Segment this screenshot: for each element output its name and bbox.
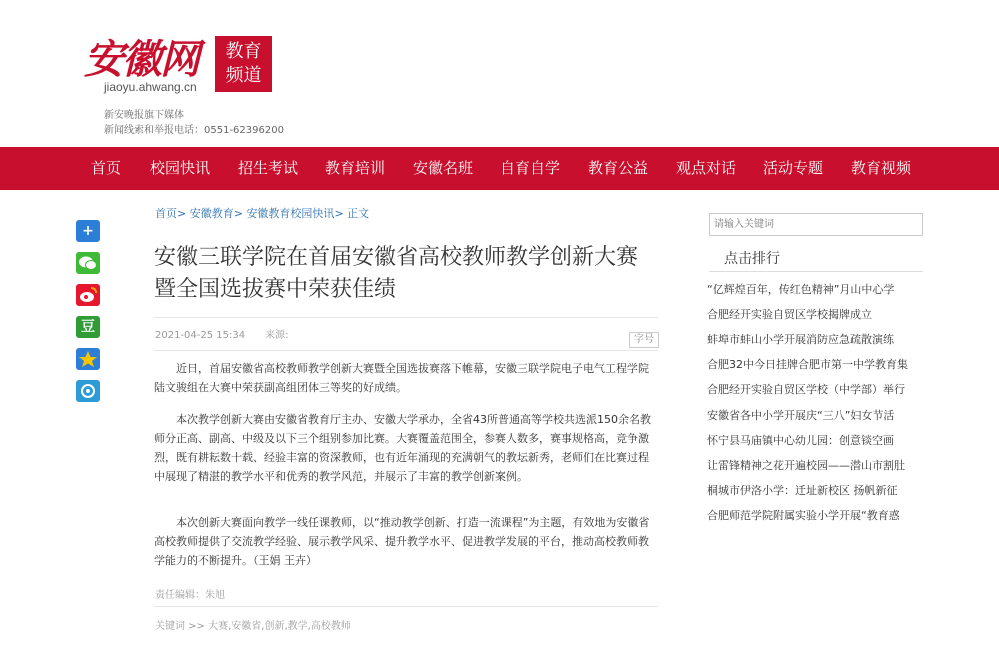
rank-item[interactable]: 合肥经开实验自贸区学校（中学部）举行	[707, 383, 905, 396]
main-nav	[0, 147, 999, 190]
article-source-label: 来源:	[265, 330, 289, 341]
responsible-editor: 责任编辑：朱旭	[155, 590, 225, 601]
search-input[interactable]	[709, 213, 923, 236]
plus-icon[interactable]: +	[76, 220, 100, 242]
breadcrumb-sep: >	[177, 207, 190, 220]
nav-charity[interactable]: 教育公益	[588, 159, 649, 177]
breadcrumb-current[interactable]: 正文	[347, 207, 370, 220]
douban-icon[interactable]: 豆	[76, 316, 100, 338]
rank-item[interactable]: 怀宁县马庙镇中心幼儿园：创意锬空画	[707, 434, 894, 447]
rank-item[interactable]: 安徽省各中小学开展庆“三八”妇女节活	[707, 409, 895, 422]
article-paragraph: 本次教学创新大赛由安徽省教育厅主办、安徽大学承办，全省43所普通高等学校共选派150余名教师分正高、副高、中级及以下三个组别参加比赛。大赛覆盖范围全，参赛人数多，赛事规格高，竞争激烈，既有耕耘数十载、经验丰富的资深教师，也有近年涌现的充满朝气的教坛新秀，老师们在比赛过程中展现了精湛的教学水平和优秀的教学风范，并展示了丰富的教学创新案例。	[154, 413, 651, 483]
divider	[154, 606, 658, 607]
breadcrumb-campus-news[interactable]: 安徽教育校园快讯	[246, 207, 335, 220]
wechat-icon[interactable]	[76, 252, 100, 274]
nav-campus-news[interactable]: 校园快讯	[150, 159, 211, 177]
qzone-icon[interactable]	[76, 348, 100, 370]
nav-training[interactable]: 教育培训	[325, 159, 386, 177]
nav-self-study[interactable]: 自育自学	[500, 159, 561, 177]
rank-item[interactable]: 桐城市伊洛小学：迁址新校区 扬帆新征	[707, 484, 898, 497]
channel-badge[interactable]	[215, 36, 272, 92]
nav-famous-class[interactable]: 安徽名班	[413, 159, 474, 177]
site-logo[interactable]: 安徽网	[84, 36, 198, 83]
nav-admissions[interactable]: 招生考试	[238, 159, 299, 177]
breadcrumb-sep: >	[233, 207, 247, 220]
nav-home[interactable]: 首页	[91, 159, 122, 177]
rank-item[interactable]: 让雷锋精神之花开遍校园——潜山市割肚	[707, 459, 905, 472]
article-paragraph: 本次创新大赛面向教学一线任课教师，以“推动教学创新、打造一流课程”为主题，有效地为安徽省高校教师提供了交流教学经验、展示教学风采、提升教学水平、促进教学发展的平台，推动高校教师教学能力的不断提升。（王娟 王卉）	[154, 516, 650, 567]
rank-item[interactable]: 蚌埠市蚌山小学开展消防应急疏散演练	[707, 333, 894, 346]
badge-line2: 频道	[225, 65, 262, 86]
media-tagline: 新安晚报旗下媒体	[104, 110, 184, 121]
font-size-button[interactable]: 字号	[629, 332, 659, 348]
site-header	[0, 0, 999, 147]
logo-domain: jiaoyu.ahwang.cn	[104, 80, 197, 94]
hotline-text: 新闻线索和举报电话：0551-62396200	[104, 125, 284, 136]
breadcrumb-anhui-edu[interactable]: 安徽教育	[189, 207, 234, 220]
divider	[154, 350, 658, 351]
breadcrumb-sep: >	[334, 207, 348, 220]
badge-line1: 教育	[225, 41, 262, 62]
nav-dialogue[interactable]: 观点对话	[676, 159, 737, 177]
article-date: 2021-04-25 15:34	[155, 330, 246, 341]
divider	[154, 317, 658, 318]
rank-title: 点击排行	[724, 251, 780, 267]
article-title: 安徽三联学院在首届安徽省高校教师教学创新大赛暨全国选拔赛中荣获佳绩	[154, 245, 639, 302]
article-paragraph: 近日，首届安徽省高校教师教学创新大赛暨全国选拔赛落下帷幕，安徽三联学院电子电气工程学院陆文骏组在大赛中荣获副高组团体三等奖的好成绩。	[154, 362, 649, 394]
breadcrumb-home[interactable]: 首页	[155, 207, 177, 220]
article-meta	[155, 326, 289, 341]
divider	[709, 271, 923, 272]
article-keywords: 关键词 >> 大赛,安徽省,创新,教学,高校教师	[155, 621, 351, 632]
rank-item[interactable]: 合肥经开实验自贸区学校揭牌成立	[707, 308, 872, 321]
weibo-icon[interactable]	[76, 284, 100, 306]
breadcrumb	[155, 205, 369, 221]
nav-events[interactable]: 活动专题	[763, 159, 824, 177]
nav-video[interactable]: 教育视频	[851, 159, 912, 177]
tqq-icon[interactable]	[76, 380, 100, 402]
rank-item[interactable]: 合肥师范学院附属实验小学开展“教育惑	[707, 509, 900, 522]
rank-item[interactable]: 合肥32中今日挂牌合肥市第一中学教育集	[707, 358, 908, 371]
rank-item[interactable]: “亿辉煌百年，传红色精神”月山中心学	[707, 283, 895, 296]
